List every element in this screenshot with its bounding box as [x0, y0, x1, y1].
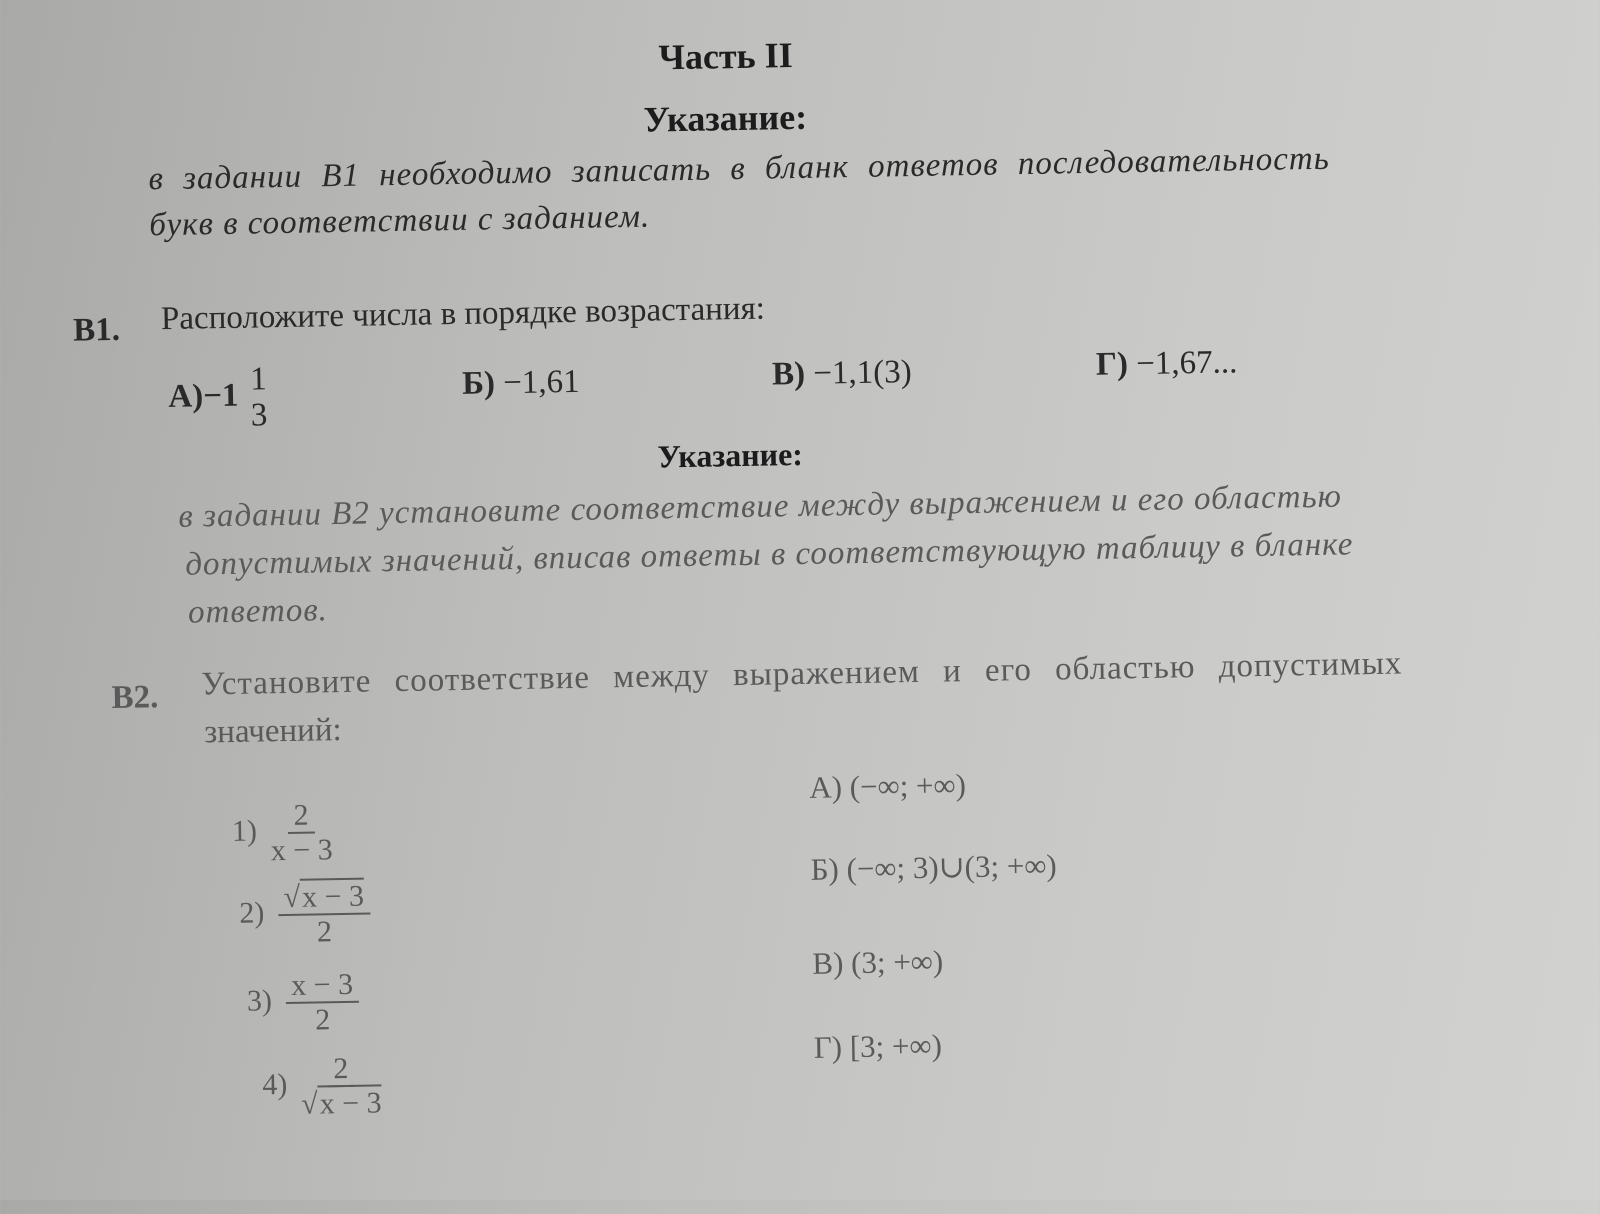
domain-key: В)	[812, 945, 844, 981]
domain-key: Б)	[810, 851, 840, 887]
b2-label: В2.	[111, 679, 159, 717]
domain-value: (−∞; +∞)	[849, 767, 967, 805]
expression-key: 1)	[231, 814, 258, 848]
instruction1-line: в задании В1 необходимо записать в бланк ответов последовательность	[148, 140, 1330, 198]
fraction-numerator: x − 3	[285, 968, 360, 1004]
domain-key: А)	[808, 769, 843, 805]
option-key: Г)	[1095, 346, 1129, 383]
expression-key: 2)	[239, 896, 265, 930]
fraction-denominator: 2	[316, 915, 333, 949]
b2-expression-1	[231, 798, 333, 868]
b1-label: В1.	[72, 311, 121, 349]
b2-domain-c	[812, 944, 943, 982]
option-value: −1,61	[502, 363, 580, 402]
b2-expression-4: 4) $\frac{2}{√x - 3}$	[262, 1051, 382, 1121]
fraction-numerator: 1	[249, 361, 268, 398]
domain-value: [3; +∞)	[849, 1027, 943, 1065]
domain-value: (3; +∞)	[850, 943, 944, 981]
b2-question-line: значений:	[203, 712, 342, 751]
b2-domain-d	[814, 1028, 943, 1066]
fraction-numerator: 2	[327, 1052, 355, 1087]
fraction-denominator: 2	[314, 1003, 331, 1037]
instruction1-heading: Указание:	[643, 96, 808, 140]
fraction-denominator: x − 3	[270, 833, 333, 868]
instruction2-heading: Указание:	[657, 435, 804, 475]
fraction-denominator: 3	[250, 397, 268, 434]
domain-key: Г)	[813, 1029, 843, 1065]
fraction-denominator: x − 3	[317, 1084, 382, 1120]
b2-domain-a	[809, 767, 966, 806]
b2-expression-3	[246, 968, 360, 1038]
b1-option-c	[772, 354, 912, 393]
b2-domain-b	[810, 848, 1057, 888]
domain-value: (−∞; 3)∪(3; +∞)	[846, 847, 1058, 887]
option-whole: −1	[202, 377, 239, 415]
fraction-numerator: 2	[287, 799, 315, 834]
option-key: В)	[771, 355, 806, 393]
b1-option-d	[1096, 344, 1238, 383]
option-value: −1,67...	[1135, 344, 1238, 383]
instruction1-line: букв в соответствии с заданием.	[149, 198, 651, 244]
b1-option-b	[462, 364, 580, 403]
instruction2-line: ответов.	[187, 592, 329, 631]
instruction2-line: в задании В2 установите соответствие между выражением и его областью	[178, 478, 1343, 535]
b2-expression-2: 2) $\frac{√x - 3}{2}$	[239, 880, 371, 950]
b2-question-line: Установите соответствие между выражением и его областью допустимых	[201, 645, 1403, 703]
option-value: −1,1(3)	[812, 354, 912, 392]
part-title: Часть II	[658, 35, 793, 78]
b1-option-a	[168, 361, 274, 435]
option-key: А)	[168, 378, 204, 415]
instruction2-line: допустимых значений, вписав ответы в соответствующую таблицу в бланке	[184, 526, 1354, 583]
expression-key: 4)	[262, 1067, 288, 1102]
b1-question: Расположите числа в порядке возрастания:	[160, 290, 766, 338]
expression-key: 3)	[246, 984, 273, 1018]
option-key: Б)	[461, 365, 496, 402]
fraction-numerator: x − 3	[300, 878, 365, 914]
